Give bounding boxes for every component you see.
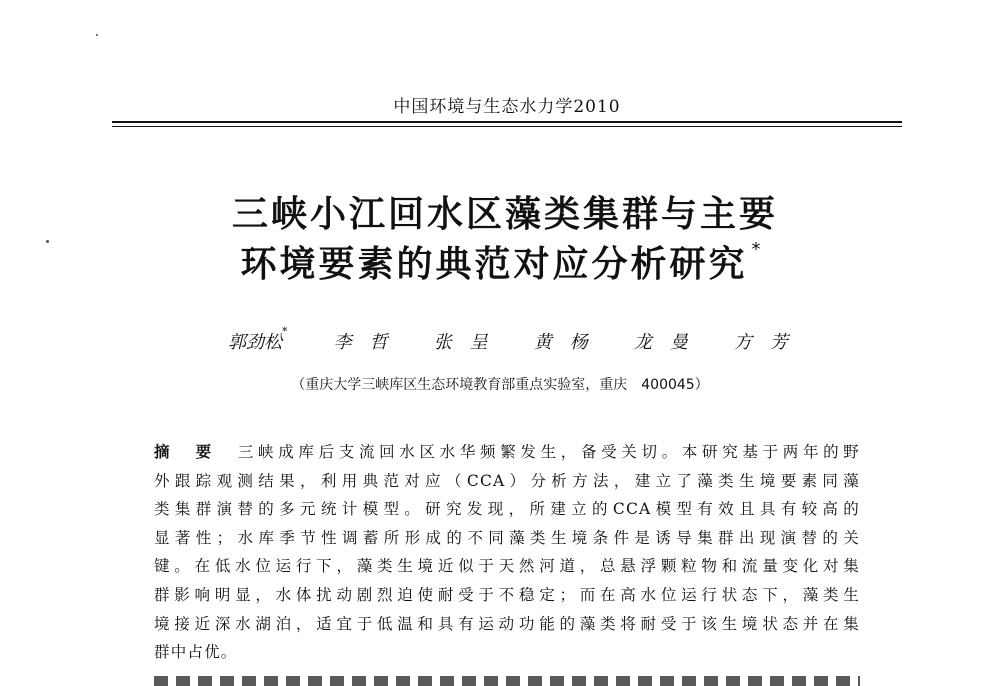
abstract-label [154,443,216,461]
abstract-line: 类集群演替的多元统计模型。研究发现，所建立的CCA模型有效且具有较高的 [154,500,860,519]
header-rule-thick [112,121,902,123]
title-footnote-mark: * [751,239,764,260]
title-line-1 [105,186,905,237]
author-6: 方 芳 [733,332,788,353]
title-line-2-text: 环境要素的典范对应分析研究 [240,244,748,285]
abstract-text: 三峡成库后支流回水区水华频繁发生，备受关切。本研究基于两年的野 [237,443,861,461]
abstract-line: 群中占优。 [154,643,238,662]
author-4: 黄 杨 [533,332,588,353]
scan-speck [96,34,98,36]
abstract-line: 群影响明显，水体扰动剧烈迫使耐受于不稳定；而在高水位运行状态下，藻类生 [154,585,860,604]
abstract-line: 外跟踪观测结果，利用典范对应（CCA）分析方法，建立了藻类生境要素同藻 [154,471,860,490]
author-name: 郭劲松 [228,332,282,353]
abstract-line [154,438,860,467]
abstract-line: 键。在低水位运行下，藻类生境近似于天然河道，总悬浮颗粒物和流量变化对集 [154,557,860,576]
author-list [228,325,788,354]
abstract-line: 显著性；水库季节性调蓄所形成的不同藻类生境条件是诱导集群出现演替的关 [154,528,860,547]
header-rule-thin [112,126,902,127]
scan-speck [46,240,49,243]
affiliation: （重庆大学三峡库区生态环境教育部重点实验室，重庆 400045） [291,377,709,393]
journal-header: 中国环境与生态水力学2010 [393,97,621,117]
author-2: 李 哲 [333,332,388,353]
abstract-label-char: 摘 [154,443,175,461]
abstract-line: 境接近深水湖泊，适宜于低温和具有运动功能的藻类将耐受于该生境状态并在集 [154,614,860,633]
abstract [154,438,860,667]
abstract-label-char: 要 [192,443,216,461]
title-line-2 [102,236,902,287]
cropped-next-line [154,676,860,686]
author-5: 龙 曼 [633,332,688,353]
author-3: 张 呈 [433,332,488,353]
title-line-1-text: 三峡小江回水区藻类集群与主要 [231,194,778,235]
author-1 [228,325,288,354]
corresponding-author-mark: * [282,325,288,338]
